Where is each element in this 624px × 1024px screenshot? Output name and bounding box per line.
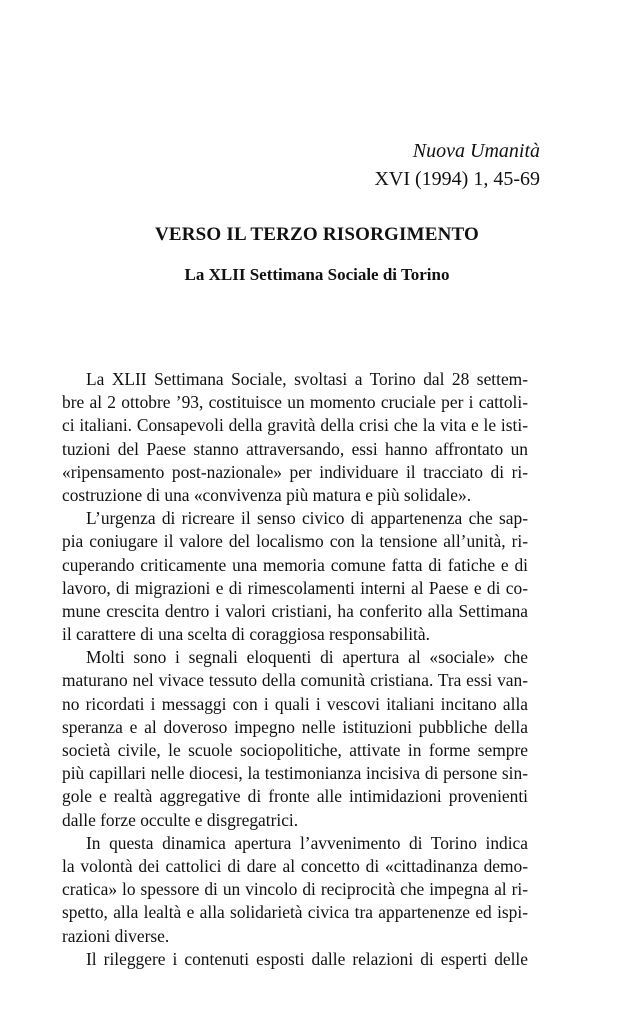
body-line: dalle forze occulte e disgregatrici. [62, 809, 299, 830]
body-line: gole e realtà aggregative di fronte alle intimidazioni provenienti [62, 786, 528, 807]
body-line: spetto, alla lealtà e alla solidarietà civica tra appartenenze ed ispi- [62, 902, 528, 923]
body-line: maturano nel vivace tessuto della comunità cristiana. Tra essi van- [62, 670, 528, 691]
body-line: La XLII Settimana Sociale, svoltasi a Torino dal 28 settem- [86, 369, 528, 389]
body-line: mune crescita dentro i valori cristiani, ha conferito alla Settimana [62, 600, 528, 621]
body-line: speranza e al doveroso impegno nelle istituzioni pubbliche della [62, 716, 528, 737]
body-line: costruzione di una «convivenza più matura e più solidale». [62, 484, 472, 505]
body-line: Il rileggere i contenuti esposti dalle relazioni di esperti delle [86, 948, 528, 969]
body-line: più capillari nelle diocesi, la testimonianza incisiva di persone sin- [62, 763, 528, 784]
body-line: «ripensamento post-nazionale» per individuare il tracciato di ri- [62, 461, 528, 482]
body-line: cratica» lo spessore di un vincolo di reciprocità che impegna al ri- [62, 879, 528, 900]
body-line: no ricordati i messaggi con i quali i vescovi italiani incitano alla [62, 693, 528, 714]
journal-header [374, 137, 540, 193]
body-line: ci italiani. Consapevoli della gravità della crisi che la vita e le isti- [62, 415, 528, 436]
body-line: razioni diverse. [62, 925, 170, 946]
body-line: tuzioni del Paese stanno attraversando, essi hanno affrontato un [62, 438, 528, 459]
body-line: Molti sono i segnali eloquenti di apertura al «sociale» che [86, 647, 528, 668]
body-line: società civile, le scuole sociopolitiche, attivate in forme sempre [62, 740, 528, 760]
body-line: il carattere di una scelta di coraggiosa responsabilità. [62, 624, 430, 645]
journal-name: Nuova Umanità [412, 140, 540, 162]
body-line: In questa dinamica apertura l’avvenimento di Torino indica [86, 832, 528, 853]
article-subtitle: La XLII Settimana Sociale di Torino [184, 265, 450, 284]
body-line: lavoro, di migrazioni e di rimescolamenti interni al Paese e di co- [62, 577, 528, 598]
body-line: cuperando criticamente una memoria comune fatta di fatiche e di [62, 554, 528, 575]
article-title: VERSO IL TERZO RISORGIMENTO [154, 224, 480, 245]
body-line: pia coniugare il valore del localismo con la tensione all’unità, ri- [62, 531, 528, 552]
body-line: bre al 2 ottobre ’93, costituisce un momento cruciale per i cattoli- [62, 392, 528, 413]
body-line: la volontà dei cattolici di dare al concetto di «cittadinanza demo- [62, 855, 528, 876]
journal-citation: XVI (1994) 1, 45-69 [374, 168, 540, 190]
article-body [62, 368, 528, 971]
body-line: L’urgenza di ricreare il senso civico di appartenenza che sap- [86, 508, 528, 529]
